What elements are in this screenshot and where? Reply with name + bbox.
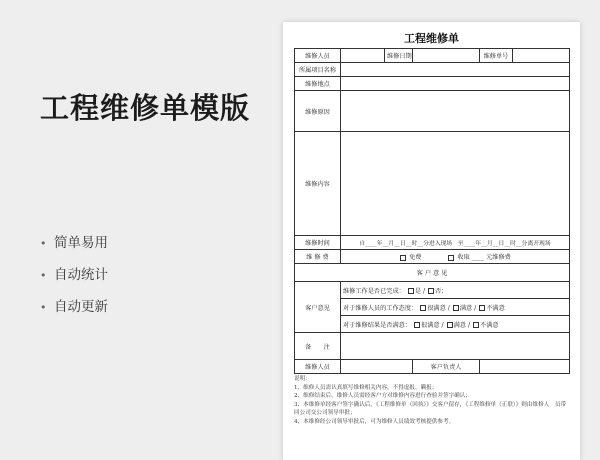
note-item: 2、维修结束后，维修人员需经客户方对维修内容进行查验并签字确认；	[294, 393, 471, 400]
q2-satisfied-checkbox[interactable]	[453, 305, 459, 311]
person-label: 维修人员	[295, 49, 341, 63]
form-row-q1	[295, 282, 570, 299]
bullet-icon: •	[40, 237, 47, 250]
date-label: 维修日期	[385, 49, 413, 63]
customer-header: 客 户 意 见	[295, 264, 570, 282]
customer-sign-cell[interactable]	[480, 360, 570, 374]
note-item: 1、维修人员需认真填写维修相关内容，不得虚报、瞒报；	[294, 384, 438, 391]
q2-unsatisfied-checkbox[interactable]	[479, 305, 485, 311]
reason-label: 维修原因	[295, 91, 341, 132]
number-cell[interactable]	[513, 49, 570, 63]
q2-very-label: 很满意	[427, 304, 446, 312]
q3-very-checkbox[interactable]	[414, 322, 420, 328]
fee-free-label: 免费	[409, 254, 422, 261]
form-row-content	[295, 132, 570, 236]
q2-text: 对于维修人员的工作态度：	[343, 304, 418, 312]
note-item: 3、本维修单经客户签字确认后，《工程维修单（回执）》交客户留存，《工程维修单（正联）》则由维修人 员带回公司交公司领导审批；	[294, 401, 567, 417]
location-label: 维修地点	[295, 77, 341, 91]
repair-staff-label: 维修人员	[295, 360, 341, 374]
q3-unsatisfied-checkbox[interactable]	[473, 322, 479, 328]
form-preview	[283, 22, 580, 460]
fee-free-checkbox[interactable]	[400, 255, 406, 261]
date-cell[interactable]	[413, 49, 480, 63]
repair-staff-cell[interactable]	[341, 360, 413, 374]
bullet-icon: •	[40, 269, 47, 282]
q1-yes-checkbox[interactable]	[408, 288, 414, 294]
q3-satisfied-checkbox[interactable]	[447, 322, 453, 328]
feature-item	[40, 265, 108, 297]
q1-cell: 维修工作是否已完成： 是 / 否；	[341, 282, 570, 299]
location-cell[interactable]	[341, 77, 570, 91]
form-row-location	[295, 77, 570, 91]
content-label: 维修内容	[295, 132, 341, 236]
customer-sign-label: 客户负责人	[413, 360, 480, 374]
time-value[interactable]: 自____年__月__日__时__分进入现场 至____年__月__日__时__分离开现场	[341, 236, 570, 250]
form-row-basic	[295, 49, 570, 63]
q2-cell: 对于维修人员的工作态度： 很满意 / 满意 / 不满意	[341, 299, 570, 316]
repair-form-table	[294, 48, 570, 374]
template-title: 工程维修单模版	[40, 91, 251, 125]
feature-label: 自动更新	[54, 299, 108, 315]
q3-very-label: 很满意	[421, 321, 440, 329]
content-cell[interactable]	[341, 132, 570, 236]
form-row-fee	[295, 250, 570, 264]
feature-item	[40, 233, 108, 265]
feature-label: 自动统计	[54, 267, 108, 283]
project-cell[interactable]	[341, 63, 570, 77]
bullet-icon: •	[40, 301, 47, 314]
q2-very-checkbox[interactable]	[420, 305, 426, 311]
fee-options	[341, 250, 570, 264]
form-row-time	[295, 236, 570, 250]
q1-text: 维修工作是否已完成：	[343, 287, 405, 295]
q3-text: 对于维修结果是否满意：	[343, 321, 412, 329]
feature-label: 简单易用	[54, 235, 108, 251]
note-item: 4、本维修经公司领导审批后，可为维修人员绩效考核提供参考。	[294, 418, 455, 425]
q1-no-checkbox[interactable]	[428, 288, 434, 294]
feature-list	[40, 233, 108, 329]
q2-satisfied-label: 满意	[459, 304, 473, 312]
form-row-customer-header	[295, 264, 570, 282]
customer-label: 客户意见	[295, 282, 341, 333]
form-title: 工程维修单	[404, 32, 459, 45]
q3-satisfied-label: 满意	[453, 321, 466, 329]
q3-unsatisfied-label: 不满意	[480, 321, 499, 329]
form-row-reason	[295, 91, 570, 132]
time-label: 维修时间	[295, 236, 341, 250]
notes-title: 说明：	[294, 376, 311, 382]
feature-item	[40, 297, 108, 329]
project-label: 所属项目名称	[295, 63, 341, 77]
form-row-signature	[295, 360, 570, 374]
remarks-cell[interactable]	[341, 333, 570, 360]
form-row-remarks	[295, 333, 570, 360]
remarks-label: 备 注	[295, 333, 341, 360]
q3-cell: 对于维修结果是否满意： 很满意 / 满意 / 不满意	[341, 316, 570, 333]
person-cell[interactable]	[341, 49, 385, 63]
number-label: 维修单号	[480, 49, 513, 63]
fee-label: 维 修 费	[295, 250, 341, 264]
form-notes	[294, 375, 569, 427]
q1-yes-label: 是	[414, 287, 422, 295]
fee-charge-label: 收取 ____ 元维修费	[457, 254, 511, 261]
q2-unsatisfied-label: 不满意	[486, 304, 505, 312]
q1-no-label: 否；	[435, 287, 448, 295]
reason-cell[interactable]	[341, 91, 570, 132]
fee-charge-checkbox[interactable]	[448, 255, 454, 261]
form-row-project	[295, 63, 570, 77]
